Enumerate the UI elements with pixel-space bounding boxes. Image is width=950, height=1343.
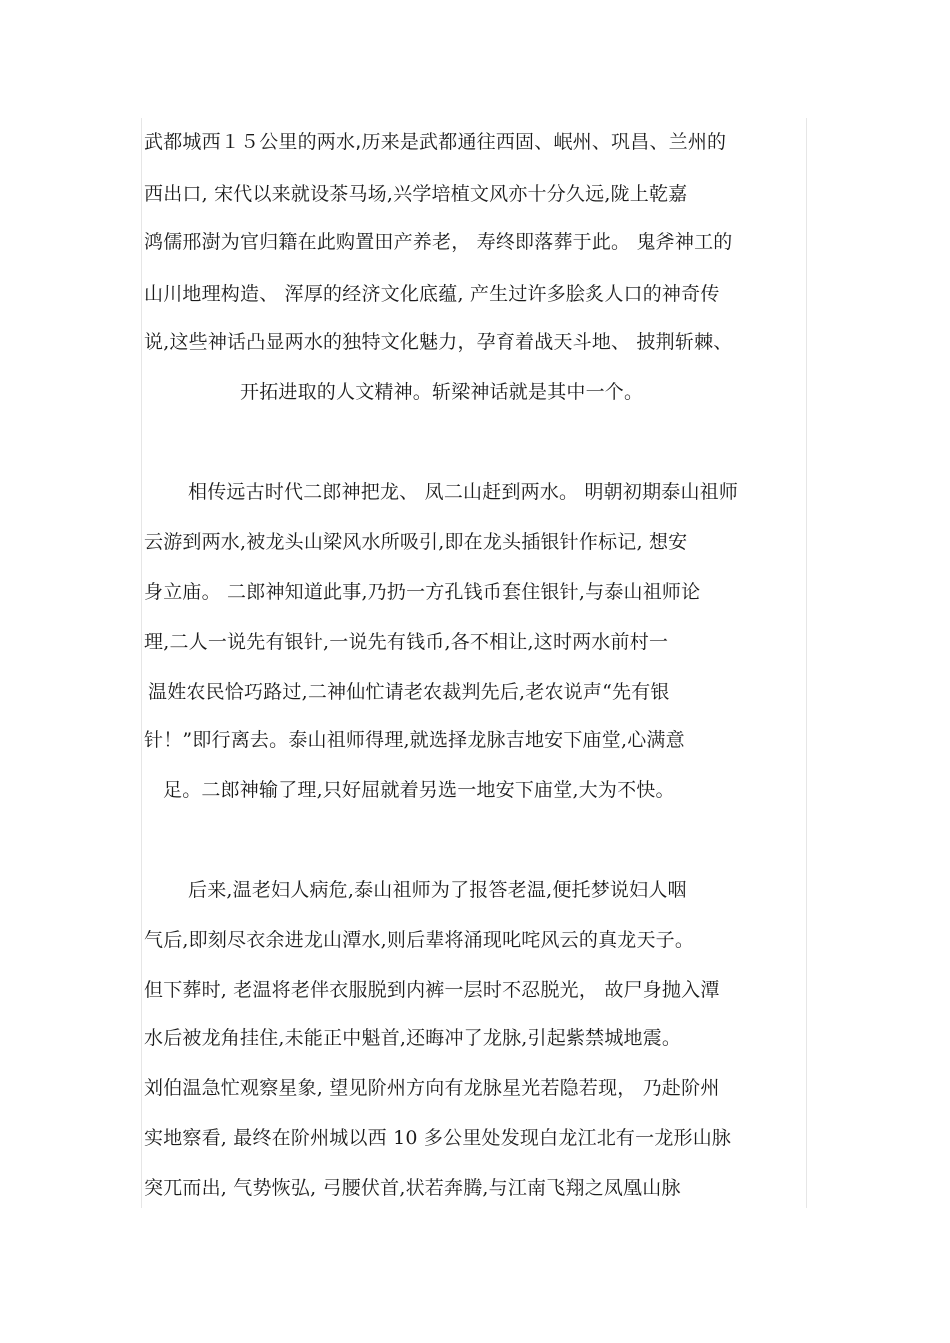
paragraph-1-line-3: 鸿儒邢澍为官归籍在此购置田产养老， 寿终即落葬于此。 鬼斧神工的: [144, 231, 733, 253]
paragraph-2-line-5: 温姓农民恰巧路过,二神仙忙请老农裁判先后,老农说声“先有银: [148, 681, 670, 703]
paragraph-3-line-3: 但下葬时, 老温将老伴衣服脱到内裤一层时不忍脱光， 故尸身抛入潭: [144, 979, 720, 1001]
paragraph-1-line-2: 西出口, 宋代以来就设茶马场,兴学培植文风亦十分久远,陇上乾嘉: [144, 183, 688, 205]
paragraph-2-line-2: 云游到两水,被龙头山梁风水所吸引,即在龙头插银针作标记, 想安: [144, 531, 688, 553]
paragraph-2-line-4: 理,二人一说先有银针,一说先有钱币,各不相让,这时两水前村一: [144, 631, 669, 653]
paragraph-1-line-1: 武都城西１５公里的两水,历来是武都通往西固、岷州、巩昌、兰州的: [144, 131, 727, 153]
paragraph-3-line-7: 突兀而出, 气势恢弘, 弓腰伏首,状若奔腾,与江南飞翔之凤凰山脉: [144, 1177, 681, 1199]
left-margin-rule: [141, 118, 142, 1208]
paragraph-2-line-6: 针！”即行离去。泰山祖师得理,就选择龙脉吉地安下庙堂,心满意: [144, 729, 685, 751]
paragraph-3-line-2: 气后,即刻尽衣余进龙山潭水,则后辈将涌现叱咤风云的真龙天子。: [144, 929, 695, 951]
paragraph-2-line-7: 足。二郎神输了理,只好屈就着另选一地安下庙堂,大为不快。: [163, 779, 675, 801]
paragraph-3-line-6: 实地察看, 最终在阶州城以西 10 多公里处发现白龙江北有一龙形山脉: [144, 1127, 732, 1149]
paragraph-3-line-1: 后来,温老妇人病危,泰山祖师为了报答老温,便托梦说妇人咽: [188, 879, 687, 901]
paragraph-1-line-6: 开拓进取的人文精神。斩梁神话就是其中一个。: [240, 381, 644, 403]
paragraph-2-line-3: 身立庙。 二郎神知道此事,乃扔一方孔钱币套住银针,与泰山祖师论: [144, 581, 701, 603]
paragraph-3-line-5: 刘伯温急忙观察星象, 望见阶州方向有龙脉星光若隐若现， 乃赴阶州: [144, 1077, 720, 1099]
paragraph-3-line-4: 水后被龙角挂住,未能正中魁首,还晦冲了龙脉,引起紫禁城地震。: [144, 1027, 682, 1049]
paragraph-2-line-1: 相传远古时代二郎神把龙、 凤二山赶到两水。 明朝初期泰山祖师: [188, 481, 739, 503]
right-margin-rule: [806, 118, 807, 1208]
paragraph-1-line-4: 山川地理构造、 浑厚的经济文化底蕴, 产生过许多脍炙人口的神奇传: [144, 283, 720, 305]
paragraph-1-line-5: 说,这些神话凸显两水的独特文化魅力，孕育着战天斗地、 披荆斩棘、: [144, 331, 733, 353]
